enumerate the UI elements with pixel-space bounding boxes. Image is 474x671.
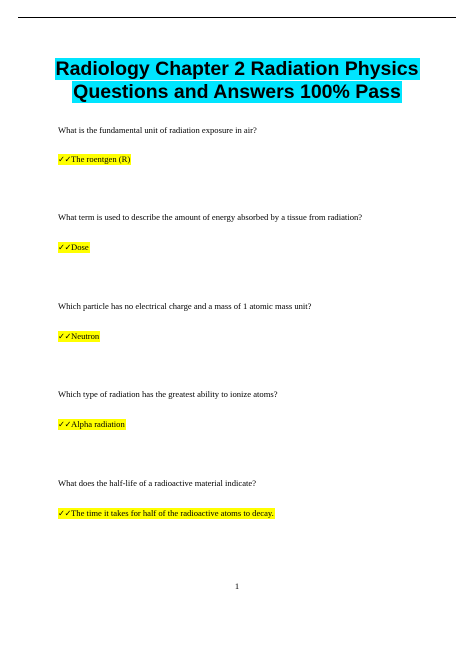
title-line-1: Radiology Chapter 2 Radiation Physics xyxy=(55,58,419,80)
double-check-icon: ✓✓ xyxy=(58,242,72,252)
answer-text: Alpha radiation xyxy=(71,419,125,429)
header-rule xyxy=(18,17,456,18)
question-2: What term is used to describe the amount of energy absorbed by a tissue from radiation? xyxy=(58,212,363,222)
answer-highlight xyxy=(58,154,131,165)
answer-5 xyxy=(58,508,275,519)
question-1: What is the fundamental unit of radiation exposure in air? xyxy=(58,125,257,135)
answer-text: Dose xyxy=(71,242,89,252)
title-line-2: Questions and Answers 100% Pass xyxy=(73,81,401,103)
double-check-icon: ✓✓ xyxy=(58,508,72,518)
double-check-icon: ✓✓ xyxy=(58,154,72,164)
answer-highlight xyxy=(58,331,100,342)
double-check-icon: ✓✓ xyxy=(58,419,72,429)
question-4: Which type of radiation has the greatest ability to ionize atoms? xyxy=(58,389,278,399)
answer-highlight xyxy=(58,242,90,253)
answer-3 xyxy=(58,331,100,342)
answer-highlight xyxy=(58,508,275,519)
answer-4 xyxy=(58,419,126,430)
double-check-icon: ✓✓ xyxy=(58,331,72,341)
question-5: What does the half-life of a radioactive material indicate? xyxy=(58,478,257,488)
answer-1 xyxy=(58,154,131,165)
answer-2 xyxy=(58,242,90,253)
answer-text: Neutron xyxy=(71,331,100,341)
answer-text: The time it takes for half of the radioactive atoms to decay. xyxy=(71,508,274,518)
answer-highlight xyxy=(58,419,126,430)
question-3: Which particle has no electrical charge and a mass of 1 atomic mass unit? xyxy=(58,301,312,311)
page-number: 1 xyxy=(234,581,240,591)
answer-text: The roentgen (R) xyxy=(71,154,131,164)
document-title xyxy=(0,58,474,104)
